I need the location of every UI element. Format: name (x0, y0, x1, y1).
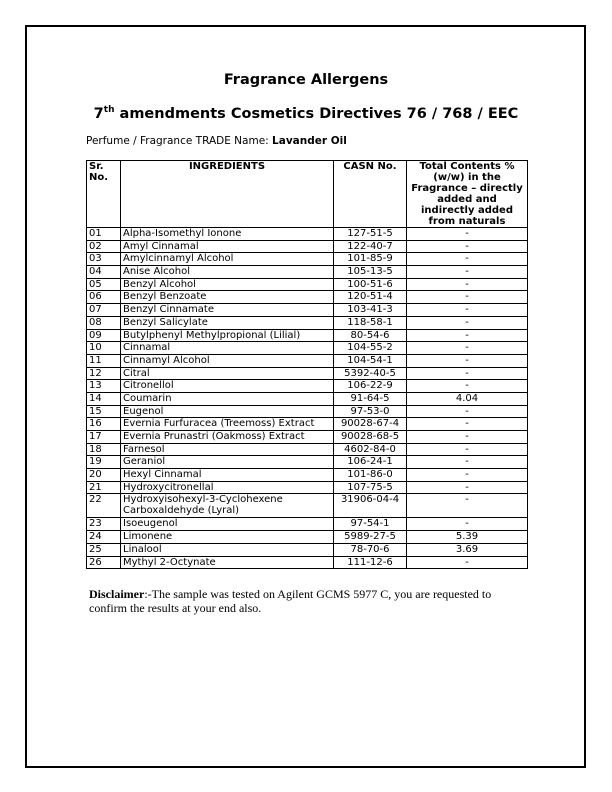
cell-casn: 4602-84-0 (334, 443, 407, 456)
cell-sr-no: 02 (87, 240, 121, 253)
table-row (87, 354, 528, 367)
cell-sr-no: 03 (87, 253, 121, 266)
cell-ingredient: Linalool (121, 543, 334, 556)
document-subtitle (0, 105, 612, 122)
cell-total: - (407, 518, 528, 531)
cell-sr-no: 05 (87, 278, 121, 291)
cell-sr-no: 26 (87, 556, 121, 569)
table-row (87, 342, 528, 355)
cell-sr-no: 14 (87, 392, 121, 405)
cell-casn: 90028-68-5 (334, 431, 407, 444)
table-row (87, 518, 528, 531)
cell-sr-no: 04 (87, 266, 121, 279)
table-row (87, 405, 528, 418)
table-row (87, 418, 528, 431)
cell-casn: 97-53-0 (334, 405, 407, 418)
cell-total: - (407, 367, 528, 380)
cell-total: 4.04 (407, 392, 528, 405)
cell-ingredient: Amyl Cinnamal (121, 240, 334, 253)
cell-casn: 118-58-1 (334, 316, 407, 329)
cell-casn: 91-64-5 (334, 392, 407, 405)
cell-total: - (407, 316, 528, 329)
cell-ingredient: Butylphenyl Methylpropional (Lilial) (121, 329, 334, 342)
disclaimer-label: Disclaimer (89, 587, 145, 601)
cell-casn: 97-54-1 (334, 518, 407, 531)
cell-total: - (407, 354, 528, 367)
cell-total: - (407, 469, 528, 482)
table-row (87, 531, 528, 544)
trade-name-value: Lavander Oil (272, 135, 347, 147)
cell-ingredient: Anise Alcohol (121, 266, 334, 279)
cell-total: - (407, 342, 528, 355)
cell-total: - (407, 253, 528, 266)
cell-total: - (407, 266, 528, 279)
cell-casn: 104-54-1 (334, 354, 407, 367)
cell-sr-no: 17 (87, 431, 121, 444)
cell-casn: 107-75-5 (334, 481, 407, 494)
table-row (87, 443, 528, 456)
table-row (87, 304, 528, 317)
cell-sr-no: 11 (87, 354, 121, 367)
cell-total: - (407, 291, 528, 304)
cell-sr-no: 24 (87, 531, 121, 544)
cell-sr-no: 06 (87, 291, 121, 304)
cell-ingredient: Hydroxycitronellal (121, 481, 334, 494)
subtitle-number: 7 (93, 105, 104, 122)
cell-ingredient: Benzyl Salicylate (121, 316, 334, 329)
cell-sr-no: 22 (87, 494, 121, 518)
table-row (87, 494, 528, 518)
cell-ingredient: Benzyl Cinnamate (121, 304, 334, 317)
cell-casn: 78-70-6 (334, 543, 407, 556)
cell-ingredient: Geraniol (121, 456, 334, 469)
header-sr-no: Sr. No. (87, 161, 121, 228)
cell-total: - (407, 228, 528, 241)
cell-sr-no: 10 (87, 342, 121, 355)
cell-ingredient: Coumarin (121, 392, 334, 405)
cell-ingredient: Eugenol (121, 405, 334, 418)
cell-total: - (407, 494, 528, 518)
cell-ingredient: Evernia Furfuracea (Treemoss) Extract (121, 418, 334, 431)
table-row (87, 228, 528, 241)
cell-total: 3.69 (407, 543, 528, 556)
table-row (87, 240, 528, 253)
cell-ingredient: Benzyl Alcohol (121, 278, 334, 291)
cell-ingredient: Isoeugenol (121, 518, 334, 531)
cell-total: - (407, 443, 528, 456)
cell-sr-no: 13 (87, 380, 121, 393)
cell-sr-no: 08 (87, 316, 121, 329)
table-row (87, 543, 528, 556)
cell-ingredient: Hydroxyisohexyl-3-Cyclohexene Carboxaldehyde (Lyral) (121, 494, 334, 518)
cell-casn: 101-86-0 (334, 469, 407, 482)
table-row (87, 469, 528, 482)
cell-total: 5.39 (407, 531, 528, 544)
cell-ingredient: Amylcinnamyl Alcohol (121, 253, 334, 266)
table-row (87, 380, 528, 393)
cell-total: - (407, 418, 528, 431)
cell-total: - (407, 431, 528, 444)
trade-name-line (86, 135, 347, 147)
header-casn: CASN No. (334, 161, 407, 228)
cell-casn: 122-40-7 (334, 240, 407, 253)
cell-casn: 90028-67-4 (334, 418, 407, 431)
table-row (87, 253, 528, 266)
table-row (87, 329, 528, 342)
cell-ingredient: Farnesol (121, 443, 334, 456)
subtitle-text: amendments Cosmetics Directives 76 / 768 / EEC (114, 105, 519, 122)
cell-total: - (407, 240, 528, 253)
cell-ingredient: Benzyl Benzoate (121, 291, 334, 304)
cell-ingredient: Citronellol (121, 380, 334, 393)
cell-casn: 103-41-3 (334, 304, 407, 317)
table-header-row (87, 161, 528, 228)
cell-casn: 106-24-1 (334, 456, 407, 469)
cell-sr-no: 20 (87, 469, 121, 482)
cell-sr-no: 21 (87, 481, 121, 494)
cell-casn: 105-13-5 (334, 266, 407, 279)
cell-sr-no: 15 (87, 405, 121, 418)
table-row (87, 481, 528, 494)
cell-casn: 111-12-6 (334, 556, 407, 569)
cell-total: - (407, 556, 528, 569)
cell-sr-no: 07 (87, 304, 121, 317)
cell-sr-no: 18 (87, 443, 121, 456)
disclaimer (89, 587, 519, 615)
cell-sr-no: 09 (87, 329, 121, 342)
table-row (87, 431, 528, 444)
cell-sr-no: 01 (87, 228, 121, 241)
cell-total: - (407, 329, 528, 342)
cell-ingredient: Hexyl Cinnamal (121, 469, 334, 482)
cell-sr-no: 19 (87, 456, 121, 469)
table-row (87, 456, 528, 469)
cell-total: - (407, 278, 528, 291)
cell-casn: 5989-27-5 (334, 531, 407, 544)
cell-ingredient: Mythyl 2-Octynate (121, 556, 334, 569)
header-total-contents: Total Contents % (w/w) in the Fragrance – directly added and indirectly added from naturals (407, 161, 528, 228)
cell-ingredient: Cinnamal (121, 342, 334, 355)
cell-casn: 106-22-9 (334, 380, 407, 393)
cell-ingredient: Cinnamyl Alcohol (121, 354, 334, 367)
table-row (87, 392, 528, 405)
allergens-table (86, 160, 528, 569)
table-row (87, 316, 528, 329)
cell-casn: 101-85-9 (334, 253, 407, 266)
cell-sr-no: 12 (87, 367, 121, 380)
table-row (87, 266, 528, 279)
subtitle-ordinal: th (103, 105, 115, 115)
table-body (87, 228, 528, 569)
cell-ingredient: Citral (121, 367, 334, 380)
cell-casn: 120-51-4 (334, 291, 407, 304)
cell-casn: 127-51-5 (334, 228, 407, 241)
cell-total: - (407, 456, 528, 469)
cell-total: - (407, 304, 528, 317)
table-row (87, 367, 528, 380)
cell-ingredient: Limonene (121, 531, 334, 544)
trade-name-label: Perfume / Fragrance TRADE Name: (86, 135, 273, 147)
cell-sr-no: 23 (87, 518, 121, 531)
cell-sr-no: 16 (87, 418, 121, 431)
cell-total: - (407, 380, 528, 393)
cell-casn: 80-54-6 (334, 329, 407, 342)
cell-casn: 100-51-6 (334, 278, 407, 291)
cell-total: - (407, 405, 528, 418)
disclaimer-text: :-The sample was tested on Agilent GCMS 5977 C, you are requested to confirm the results at your end also. (89, 587, 492, 615)
cell-casn: 31906-04-4 (334, 494, 407, 518)
cell-casn: 104-55-2 (334, 342, 407, 355)
document-title: Fragrance Allergens (223, 72, 389, 88)
table-row (87, 556, 528, 569)
cell-total: - (407, 481, 528, 494)
cell-sr-no: 25 (87, 543, 121, 556)
cell-ingredient: Alpha-Isomethyl Ionone (121, 228, 334, 241)
cell-ingredient: Evernia Prunastri (Oakmoss) Extract (121, 431, 334, 444)
table-row (87, 291, 528, 304)
header-ingredients: INGREDIENTS (121, 161, 334, 228)
table-row (87, 278, 528, 291)
cell-casn: 5392-40-5 (334, 367, 407, 380)
